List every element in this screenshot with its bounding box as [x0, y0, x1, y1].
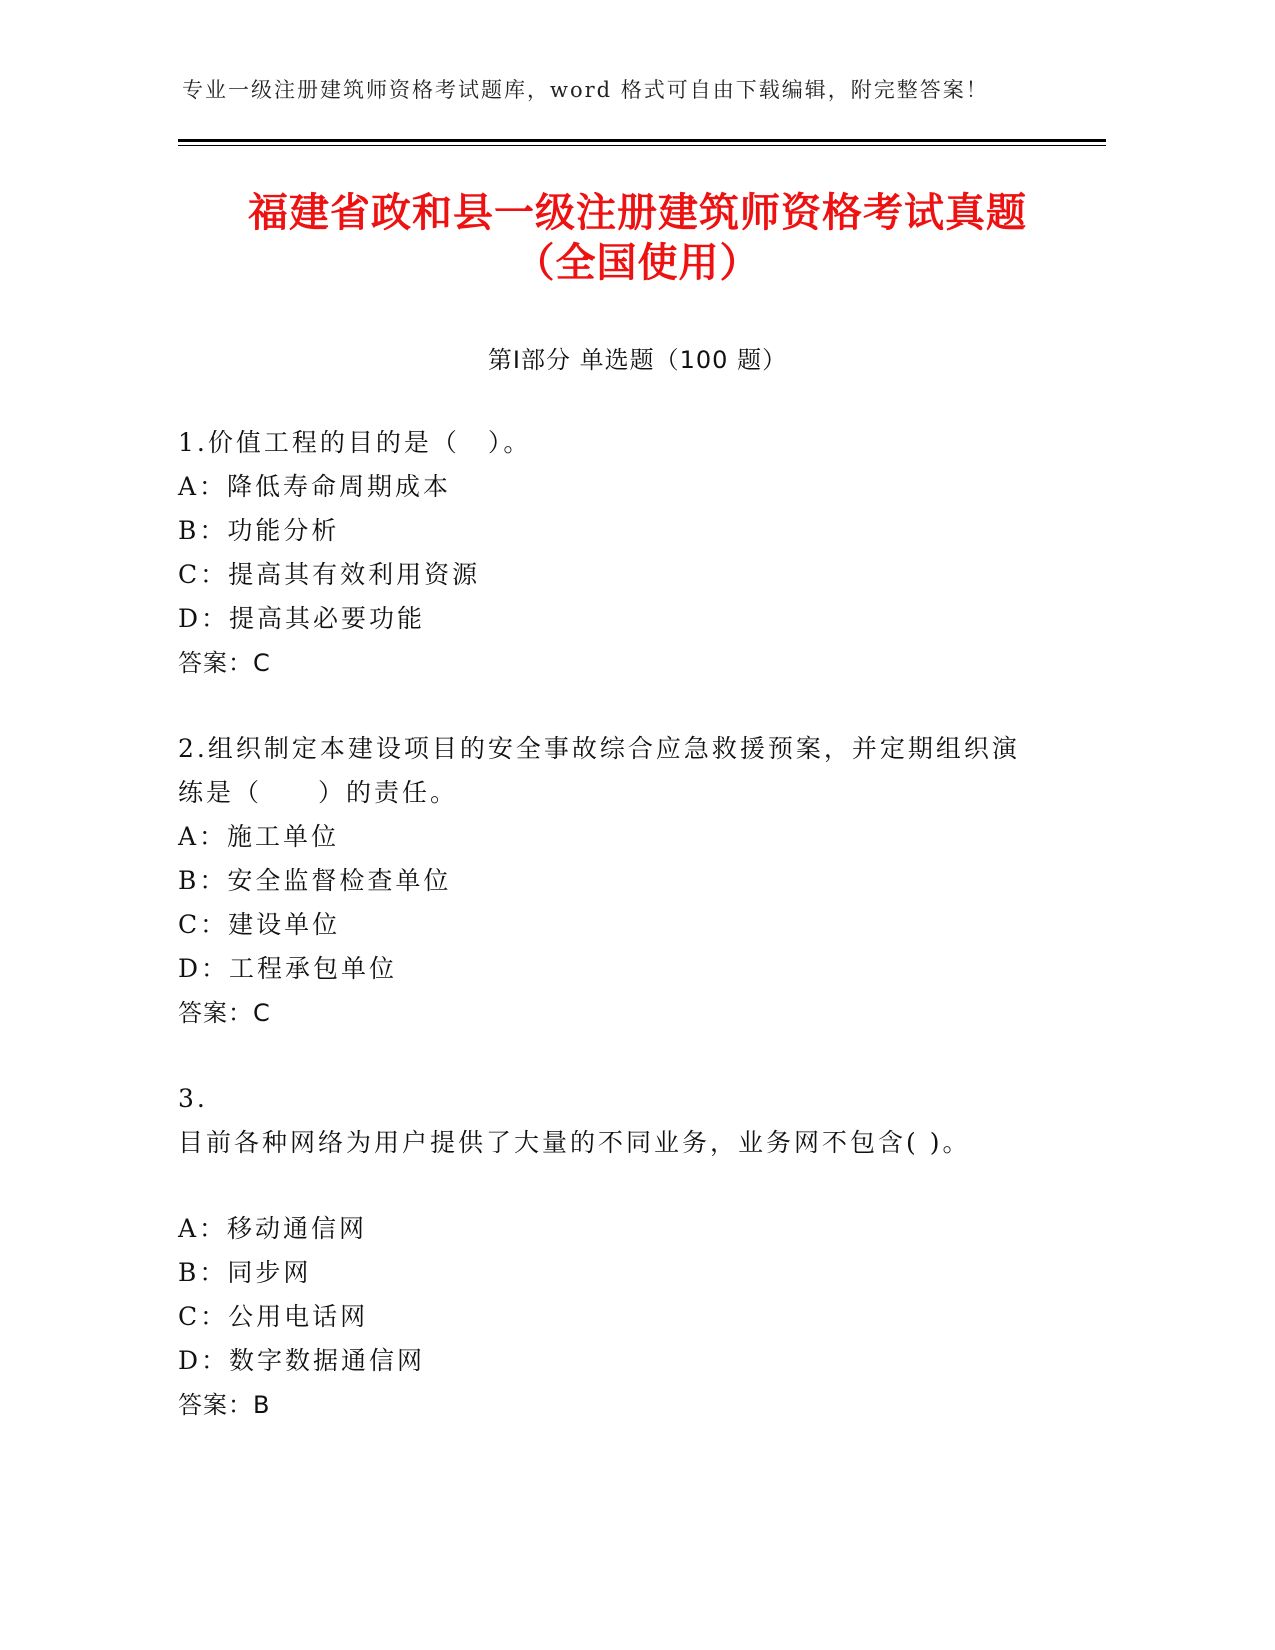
question-stem-line-1: 2.组织制定本建设项目的安全事故综合应急救援预案，并定期组织演 [178, 734, 1020, 763]
option-b: B：同步网 [178, 1258, 312, 1287]
question-3 [178, 1077, 1058, 1427]
answer-line: 答案：C [178, 649, 271, 677]
question-list [178, 421, 1058, 1427]
answer-line: 答案：B [178, 1391, 271, 1419]
question-1 [178, 421, 1058, 685]
document-title-line-1: 福建省政和县一级注册建筑师资格考试真题 [248, 190, 1027, 236]
answer-line: 答案：C [178, 999, 271, 1027]
option-b: B：安全监督检查单位 [178, 866, 452, 895]
option-a: A：移动通信网 [178, 1214, 368, 1243]
option-a: A：降低寿命周期成本 [178, 472, 452, 501]
header-note: 专业一级注册建筑师资格考试题库，word 格式可自由下载编辑，附完整答案！ [182, 78, 989, 102]
header-rule-thin [178, 145, 1106, 146]
question-2 [178, 727, 1058, 1035]
option-d: D：工程承包单位 [178, 954, 398, 983]
question-stem-line-2: 练是（ ）的责任。 [178, 778, 459, 807]
question-stem: 1.价值工程的目的是（ ）。 [178, 428, 532, 457]
option-c: C：建设单位 [178, 910, 341, 939]
option-a: A：施工单位 [178, 822, 340, 851]
question-stem: 目前各种网络为用户提供了大量的不同业务，业务网不包含( )。 [178, 1128, 971, 1157]
document-title [150, 188, 1125, 288]
section-heading: 第Ⅰ部分 单选题（100 题） [487, 346, 788, 374]
header-rule-thick [178, 139, 1106, 142]
option-c: C：提高其有效利用资源 [178, 560, 481, 589]
option-b: B：功能分析 [178, 516, 340, 545]
option-d: D：数字数据通信网 [178, 1346, 426, 1375]
option-d: D：提高其必要功能 [178, 604, 426, 633]
document-title-line-2: （全国使用） [514, 240, 761, 286]
option-c: C：公用电话网 [178, 1302, 369, 1331]
question-spacer [178, 1165, 1058, 1207]
question-number: 3. [178, 1084, 208, 1113]
